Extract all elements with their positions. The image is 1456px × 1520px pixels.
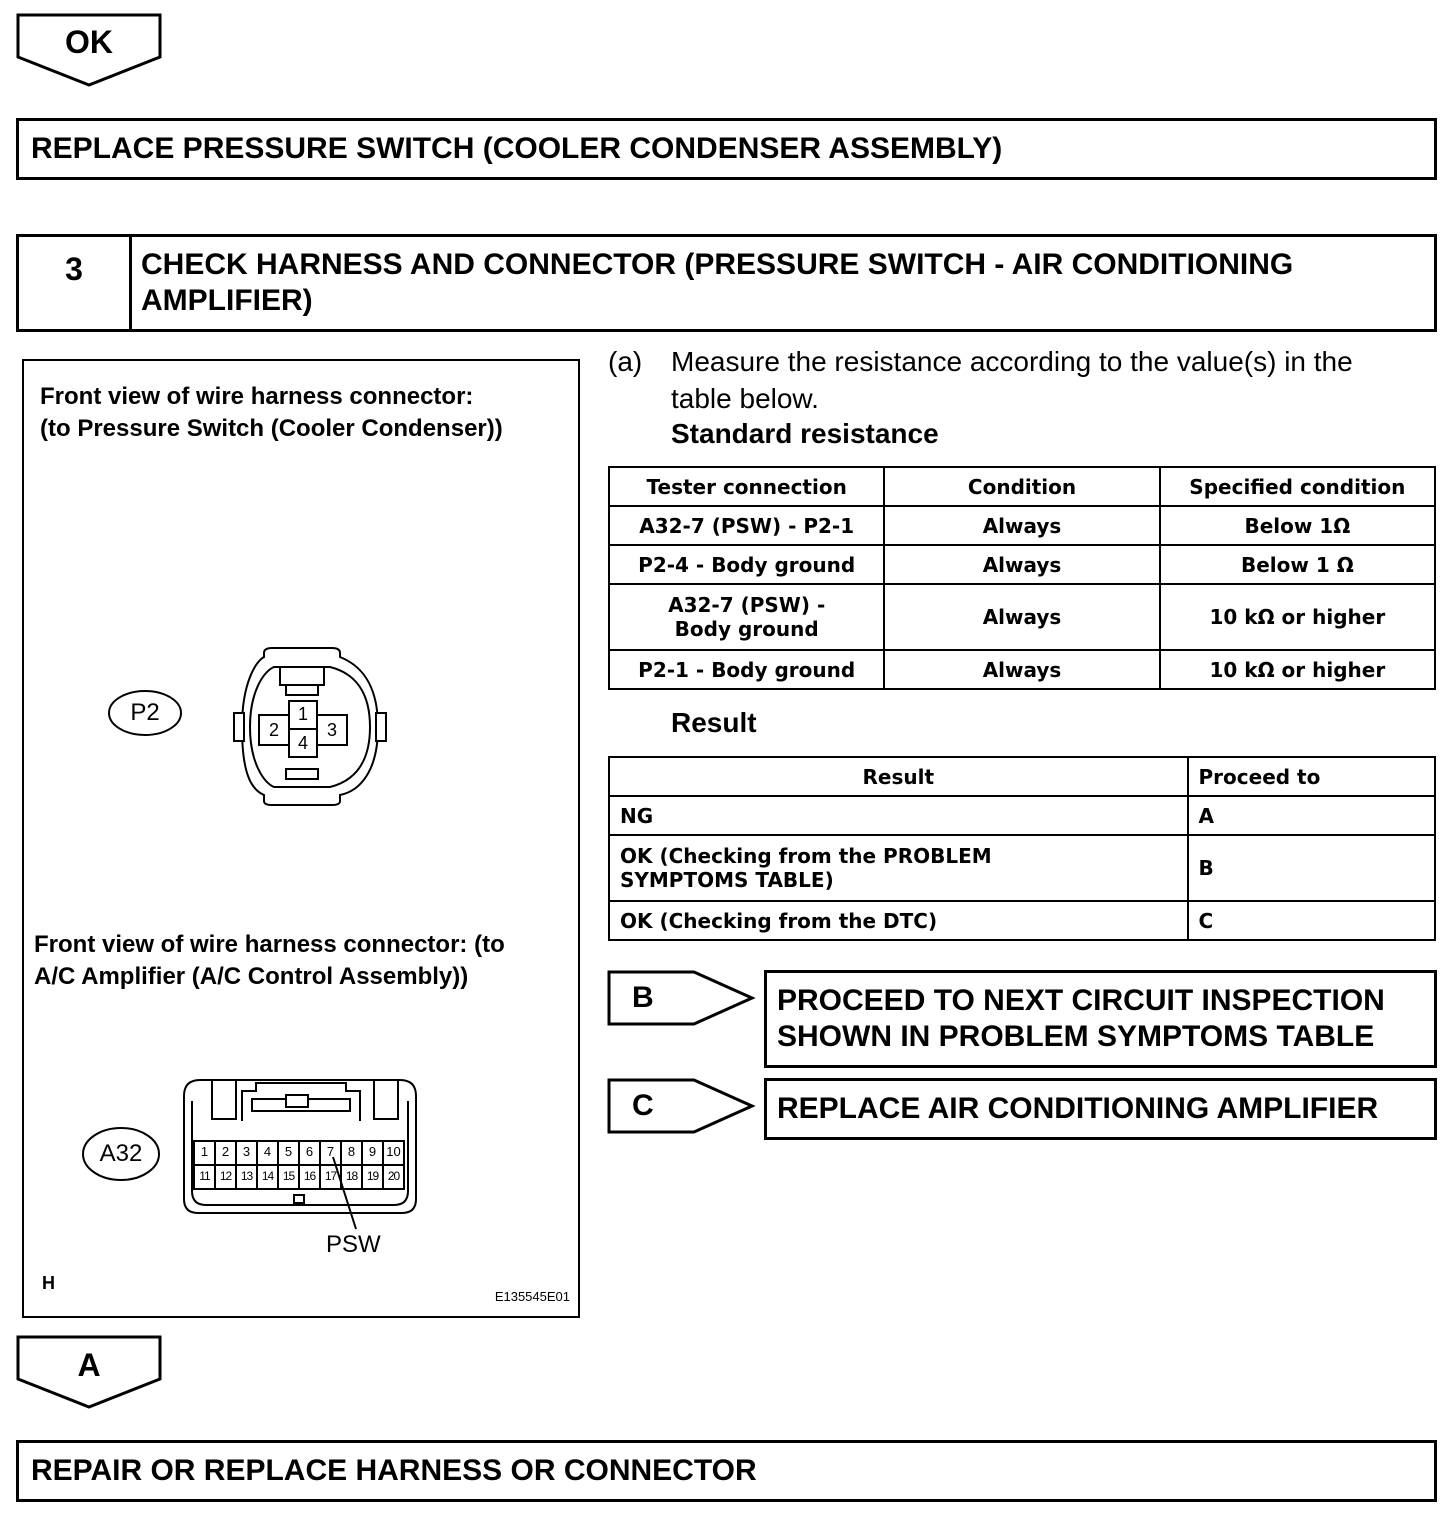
cell-condition: Always xyxy=(884,545,1159,584)
ok-arrow-label: OK xyxy=(65,24,113,60)
c-arrow-shape xyxy=(609,1080,752,1132)
cell-result: NG xyxy=(609,796,1188,835)
table-row xyxy=(609,545,1435,584)
a32-label: A32 xyxy=(99,1140,143,1167)
cell-specified-condition: 10 kΩ or higher xyxy=(1160,584,1435,650)
result-table xyxy=(608,756,1436,941)
c-arrow-label: C xyxy=(632,1089,654,1122)
cell-result: OK (Checking from the PROBLEM SYMPTOMS TABLE) xyxy=(609,835,1188,901)
table-row xyxy=(609,584,1435,650)
instruction-marker: (a) xyxy=(608,346,643,377)
cell-condition: Always xyxy=(884,584,1159,650)
a32-pin-1: 1 xyxy=(200,1144,209,1159)
a32-pin-4: 4 xyxy=(263,1144,272,1159)
branch-b-line2: SHOWN IN PROBLEM SYMPTOMS TABLE xyxy=(777,1020,1375,1053)
cell-proceed-to: C xyxy=(1188,901,1435,940)
header-result: Result xyxy=(609,757,1188,796)
a32-pin-7: 7 xyxy=(326,1144,335,1159)
branch-c-box xyxy=(764,1078,1437,1140)
a32-pin-16: 16 xyxy=(303,1169,316,1183)
p2-pin-2: 2 xyxy=(268,720,279,740)
result-table-header xyxy=(609,757,1435,796)
psw-label: PSW xyxy=(326,1231,381,1258)
a32-pin-13: 13 xyxy=(240,1169,253,1183)
a32-pin-6: 6 xyxy=(305,1144,314,1159)
cell-proceed-to: A xyxy=(1188,796,1435,835)
cell-specified-condition: Below 1 Ω xyxy=(1160,545,1435,584)
top-result-box xyxy=(16,118,1437,180)
table-row xyxy=(609,835,1435,901)
p2-pin-3: 3 xyxy=(326,720,337,740)
a32-pin-18: 18 xyxy=(345,1169,358,1183)
resistance-table xyxy=(608,466,1436,690)
branch-b-line1: PROCEED TO NEXT CIRCUIT INSPECTION xyxy=(777,984,1385,1017)
bottom-result-box xyxy=(16,1440,1437,1502)
a32-pin-12: 12 xyxy=(219,1169,232,1183)
figure-corner-label: H xyxy=(42,1273,55,1293)
step-header xyxy=(16,234,1437,332)
figure-code: E135545E01 xyxy=(494,1289,570,1304)
a32-pin-2: 2 xyxy=(221,1144,230,1159)
a32-pin-20: 20 xyxy=(387,1169,400,1183)
header-tester-connection: Tester connection xyxy=(609,467,884,506)
branch-b-box xyxy=(764,970,1437,1068)
a32-pin-15: 15 xyxy=(282,1169,295,1183)
p2-pin-4: 4 xyxy=(297,733,308,753)
step-divider xyxy=(129,237,132,329)
a32-pin-19: 19 xyxy=(366,1169,379,1183)
a32-pin-10: 10 xyxy=(386,1144,401,1159)
caption1-line1: Front view of wire harness connector: xyxy=(40,383,474,410)
cell-specified-condition: 10 kΩ or higher xyxy=(1160,650,1435,689)
instruction-line1: Measure the resistance according to the value(s) in the xyxy=(671,346,1353,377)
cell-result: OK (Checking from the DTC) xyxy=(609,901,1188,940)
cell-condition: Always xyxy=(884,506,1159,545)
bottom-result-text: REPAIR OR REPLACE HARNESS OR CONNECTOR xyxy=(31,1454,757,1487)
a-arrow-label: A xyxy=(77,1347,101,1383)
cell-specified-condition: Below 1Ω xyxy=(1160,506,1435,545)
step-title-line2: AMPLIFIER) xyxy=(141,284,313,317)
caption2-line1: Front view of wire harness connector: (to xyxy=(34,931,505,958)
cell-proceed-to: B xyxy=(1188,835,1435,901)
a32-pin-17: 17 xyxy=(324,1169,337,1183)
result-heading: Result xyxy=(671,707,757,738)
a32-pin-9: 9 xyxy=(368,1144,377,1159)
cell-tester-connection: P2-1 - Body ground xyxy=(609,650,884,689)
table-row xyxy=(609,506,1435,545)
cell-condition: Always xyxy=(884,650,1159,689)
standard-resistance-heading: Standard resistance xyxy=(671,418,939,449)
table-row xyxy=(609,901,1435,940)
p2-pin-1: 1 xyxy=(297,704,308,724)
table-row xyxy=(609,796,1435,835)
b-arrow-label: B xyxy=(632,981,654,1014)
connector-figure xyxy=(22,359,580,1318)
a32-pin-3: 3 xyxy=(242,1144,251,1159)
a32-pin-8: 8 xyxy=(347,1144,356,1159)
branch-c-text: REPLACE AIR CONDITIONING AMPLIFIER xyxy=(777,1092,1379,1125)
table-row xyxy=(609,650,1435,689)
header-proceed-to: Proceed to xyxy=(1188,757,1435,796)
b-arrow-shape xyxy=(609,972,752,1024)
cell-tester-connection: P2-4 - Body ground xyxy=(609,545,884,584)
resistance-table-header xyxy=(609,467,1435,506)
header-specified-condition: Specified condition xyxy=(1160,467,1435,506)
caption1-line2: (to Pressure Switch (Cooler Condenser)) xyxy=(40,415,503,442)
instruction-line2: table below. xyxy=(671,383,819,414)
a32-pin-5: 5 xyxy=(284,1144,293,1159)
cell-tester-connection: A32-7 (PSW) - P2-1 xyxy=(609,506,884,545)
p2-label: P2 xyxy=(130,699,160,726)
step-title-line1: CHECK HARNESS AND CONNECTOR (PRESSURE SWITCH - AIR CONDITIONING xyxy=(141,248,1294,281)
top-result-text: REPLACE PRESSURE SWITCH (COOLER CONDENSER ASSEMBLY) xyxy=(31,132,1003,165)
a32-pin-14: 14 xyxy=(261,1169,274,1183)
cell-tester-connection: A32-7 (PSW) - Body ground xyxy=(609,584,884,650)
caption2-line2: A/C Amplifier (A/C Control Assembly)) xyxy=(34,963,469,990)
step-number: 3 xyxy=(65,251,83,287)
a32-pin-11: 11 xyxy=(199,1169,210,1183)
header-condition: Condition xyxy=(884,467,1159,506)
